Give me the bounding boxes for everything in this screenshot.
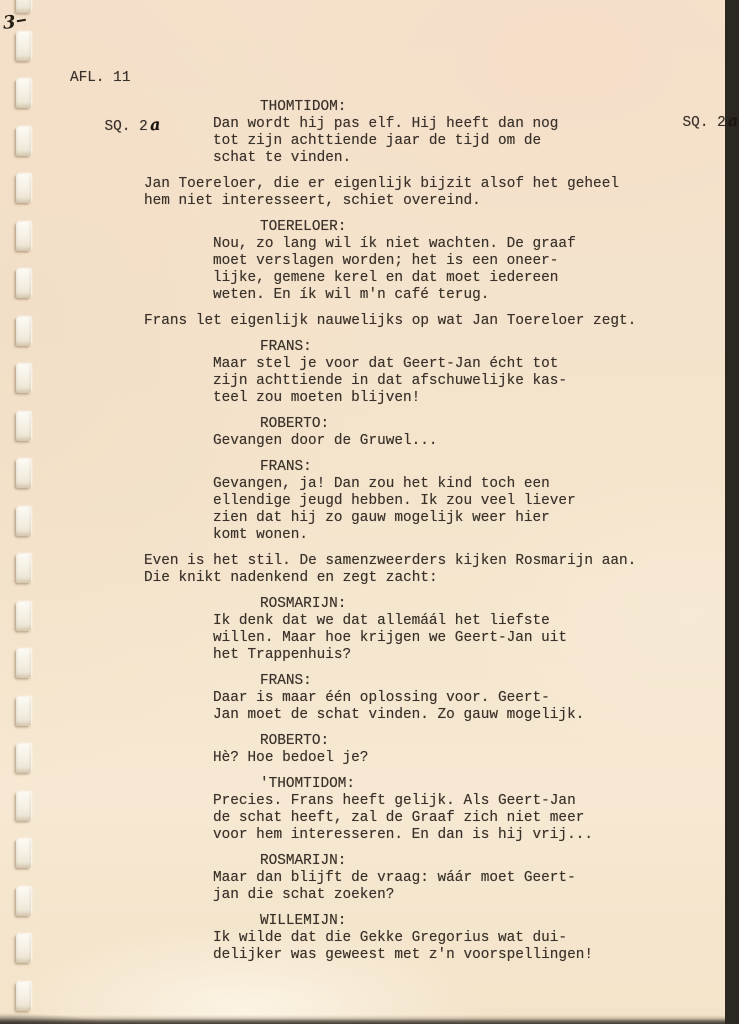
speaker-name: ROSMARIJN:: [260, 853, 347, 869]
sequence-left-handwritten-a: a: [149, 114, 161, 135]
dialogue-line: komt wonen.: [213, 527, 308, 543]
sequence-right-typed: SQ. 2: [682, 115, 726, 131]
sequence-left-typed: SQ. 2: [104, 119, 148, 135]
dialogue-line: willen. Maar hoe krijgen we Geert-Jan uit: [213, 630, 568, 646]
speaker-name: ROBERTO:: [260, 733, 330, 749]
dialogue-block: [0, 459, 725, 544]
dialogue-line: Gevangen door de Gruwel...: [213, 433, 438, 449]
dialogue-block: [0, 339, 725, 407]
speaker-name: THOMTIDOM:: [260, 99, 347, 115]
dialogue-line: voor hem interesseren. En dan is hij vrij...: [213, 827, 593, 843]
action-line: Die knikt nadenkend en zegt zacht:: [144, 570, 438, 586]
dialogue-line: zien dat hij zo gauw mogelijk weer hier: [213, 510, 550, 526]
dialogue-line: Ik wilde dat die Gekke Gregorius wat dui-: [213, 930, 568, 946]
dialogue-line: weten. En ík wil m'n café terug.: [213, 287, 490, 303]
page-number: 3: [2, 11, 17, 34]
dialogue-block: [0, 99, 725, 167]
dialogue-block: [0, 219, 725, 304]
action-block: [0, 176, 725, 210]
action-block: [0, 553, 725, 587]
dialogue-line: het Trappenhuis?: [213, 647, 352, 663]
episode-label: AFL. 11: [70, 70, 131, 86]
page-number-handwritten: [2, 13, 26, 33]
dialogue-block: [0, 733, 725, 767]
action-line: Jan Toereloer, die er eigenlijk bijzit alsof het geheel: [144, 176, 619, 192]
binding-hole: [16, 32, 31, 61]
dialogue-line: jan die schat zoeken?: [213, 887, 395, 903]
dialogue-line: Dan wordt hij pas elf. Hij heeft dan nog: [213, 116, 559, 132]
dialogue-line: teel zou moeten blijven!: [213, 390, 421, 406]
dialogue-line: Maar dan blijft de vraag: wáár moet Geert-: [213, 870, 576, 886]
binding-hole: [16, 982, 31, 1011]
page-bottom-left-corner-shadow: [0, 1008, 150, 1024]
speaker-name: 'THOMTIDOM:: [260, 776, 355, 792]
dialogue-line: ellendige jeugd hebben. Ik zou veel liever: [213, 493, 576, 509]
dialogue-line: Nou, zo lang wil ík niet wachten. De graaf: [213, 236, 576, 252]
dialogue-line: Maar stel je voor dat Geert-Jan écht tot: [213, 356, 559, 372]
speaker-name: FRANS:: [260, 339, 312, 355]
script-body: [0, 99, 725, 973]
action-line: Frans let eigenlijk nauwelijks op wat Jan Toereloer zegt.: [144, 313, 637, 329]
speaker-name: FRANS:: [260, 459, 312, 475]
speaker-name: ROBERTO:: [260, 416, 330, 432]
dialogue-line: moet verslagen worden; het is een oneer-: [213, 253, 559, 269]
dialogue-line: Hè? Hoe bedoel je?: [213, 750, 369, 766]
action-line: Even is het stil. De samenzweerders kijken Rosmarijn aan.: [144, 553, 637, 569]
dialogue-block: [0, 776, 725, 844]
dialogue-line: schat te vinden.: [213, 150, 352, 166]
dialogue-block: [0, 853, 725, 904]
sequence-right-handwritten-a: a: [727, 110, 739, 131]
dialogue-block: [0, 416, 725, 450]
speaker-name: ROSMARIJN:: [260, 596, 347, 612]
dialogue-line: Ik denk dat we dat allemáál het liefste: [213, 613, 550, 629]
dialogue-line: zijn achttiende in dat afschuwelijke kas-: [213, 373, 568, 389]
binding-hole: [16, 0, 31, 13]
speaker-name: WILLEMIJN:: [260, 913, 347, 929]
dialogue-line: Precies. Frans heeft gelijk. Als Geert-Jan: [213, 793, 576, 809]
action-line: hem niet interesseert, schiet overeind.: [144, 193, 481, 209]
speaker-name: FRANS:: [260, 673, 312, 689]
dialogue-line: de schat heeft, zal de Graaf zich niet meer: [213, 810, 585, 826]
speaker-name: TOERELOER:: [260, 219, 347, 235]
dialogue-line: tot zijn achttiende jaar de tijd om de: [213, 133, 542, 149]
dialogue-block: [0, 596, 725, 664]
dialogue-line: delijker was geweest met z'n voorspellingen!: [213, 947, 593, 963]
action-block: [0, 313, 725, 330]
dialogue-line: lijke, gemene kerel en dat moet iedereen: [213, 270, 559, 286]
page-number-dash: [16, 19, 25, 23]
dialogue-line: Gevangen, ja! Dan zou het kind toch een: [213, 476, 550, 492]
dialogue-line: Jan moet de schat vinden. Zo gauw mogelijk.: [213, 707, 585, 723]
dialogue-line: Daar is maar één oplossing voor. Geert-: [213, 690, 550, 706]
dialogue-block: [0, 913, 725, 964]
dialogue-block: [0, 673, 725, 724]
